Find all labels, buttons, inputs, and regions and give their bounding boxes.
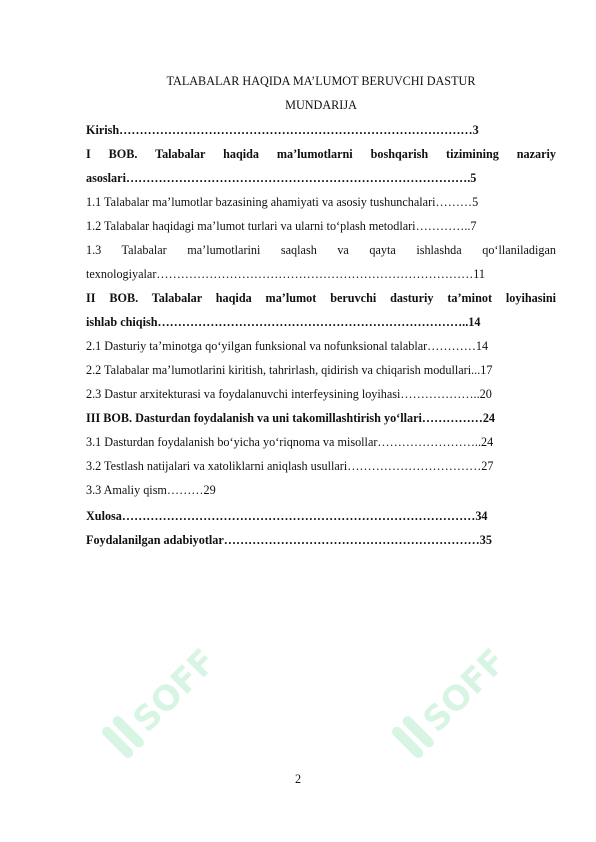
toc-entry[interactable]: II BOB. Talabalar haqida ma’lumot beruvchi dasturiy ta’minot loyihasini [86, 291, 556, 305]
watermark-text: SOFF [125, 641, 225, 741]
toc-entry[interactable]: Kirish……………………………………………………………………………3 [86, 123, 479, 137]
toc-entry[interactable]: 1.2 Talabalar haqidagi ma’lumot turlari va ularni to‘plash metodlari…………..7 [86, 219, 477, 233]
toc-entry[interactable]: 1.3 Talabalar ma’lumotlarini saqlash va qayta ishlashda qo‘llaniladigan [86, 243, 556, 257]
toc-entry[interactable]: 2.2 Talabalar ma’lumotlarini kiritish, tahrirlash, qidirish va chiqarish modullari...17 [86, 363, 493, 377]
toc-entry[interactable]: asoslari………………………………………………………………………….5 [86, 171, 477, 185]
toc-entry[interactable]: ishlab chiqish…………………………………………………………………..14 [86, 315, 481, 329]
toc-heading: MUNDARIJA [285, 98, 357, 112]
soff-watermark-logo [368, 632, 518, 782]
toc-entry[interactable]: Xulosa……………………………………………………………………………34 [86, 509, 488, 523]
toc-entry[interactable]: 3.3 Amaliy qism………29 [86, 483, 216, 497]
toc-entry[interactable]: texnologiyalar……………………………………………………………………11 [86, 267, 486, 281]
toc-entry[interactable]: 3.2 Testlash natijalari va xatoliklarni aniqlash usullari……………………………27 [86, 459, 494, 473]
soff-watermark-logo [78, 632, 228, 782]
toc-entry[interactable]: 1.1 Talabalar ma’lumotlar bazasining ahamiyati va asosiy tushunchalari………5 [86, 195, 479, 209]
toc-entry[interactable]: III BOB. Dasturdan foydalanish va uni takomillashtirish yo‘llari……………24 [86, 411, 496, 425]
toc-entry[interactable]: I BOB. Talabalar haqida ma’lumotlarni boshqarish tizimining nazariy [86, 147, 556, 161]
toc-entry[interactable]: 3.1 Dasturdan foydalanish bo‘yicha yo‘riqnoma va misollar……………………..24 [86, 435, 494, 449]
toc-entry[interactable]: 2.1 Dasturiy ta’minotga qo‘yilgan funksional va nofunksional talablar…………14 [86, 339, 489, 353]
document-title: TALABALAR HAQIDA MA’LUMOT BERUVCHI DASTUR [166, 74, 476, 88]
toc-entry[interactable]: Foydalanilgan adabiyotlar………………………………………………………35 [86, 533, 492, 547]
toc-entry[interactable]: 2.3 Dastur arxitekturasi va foydalanuvchi interfeysining loyihasi………………..20 [86, 387, 492, 401]
page-number: 2 [294, 772, 302, 786]
watermark-text: SOFF [415, 641, 515, 741]
